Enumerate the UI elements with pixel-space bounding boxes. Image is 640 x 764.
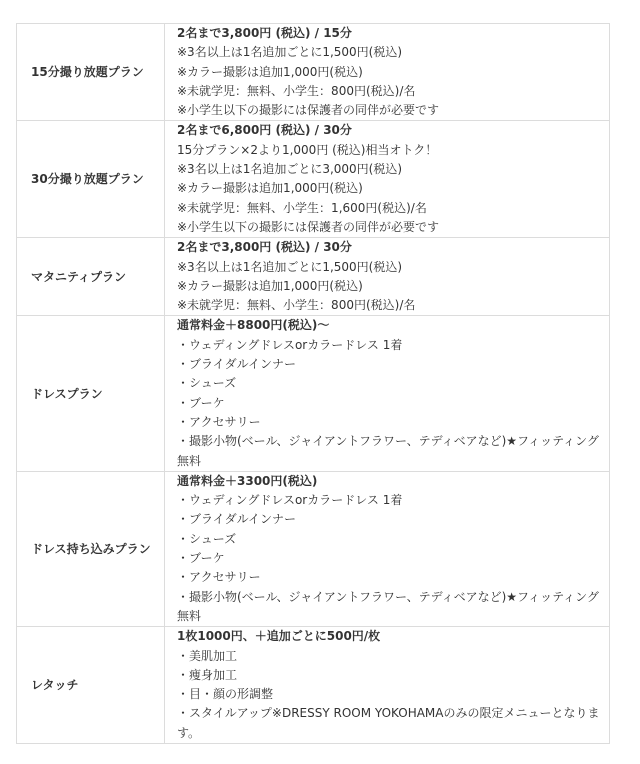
plan-price-headline: 2名まで3,800円 (税込) / 15分 xyxy=(177,26,352,40)
plan-price-headline: 2名まで6,800円 (税込) / 30分 xyxy=(177,123,352,138)
plan-detail-line: ・スタイルアップ※DRESSY ROOM YOKOHAMAのみの限定メニューとなります。 xyxy=(177,706,600,740)
plan-details xyxy=(165,627,610,744)
plan-detail-line: ※未就学児：無料、小学生：800円(税込)/名 xyxy=(177,298,416,313)
plan-detail-line: ※未就学児：無料、小学生：1,600円(税込)/名 xyxy=(177,200,427,215)
plan-name: ドレス持ち込みプラン xyxy=(17,471,165,626)
plan-row xyxy=(17,238,610,316)
plan-detail-line: ・撮影小物(ベール、ジャイアントフラワー、テディベアなど)★フィッティング無料 xyxy=(177,589,599,623)
plan-price-table xyxy=(16,23,610,744)
plan-detail-line: ・ブライダルインナー xyxy=(177,357,297,372)
plan-detail-line: ・ウェディングドレスorカラードレス 1着 xyxy=(177,493,403,508)
plan-detail-line: ※未就学児：無料、小学生：800円(税込)/名 xyxy=(177,83,416,98)
plan-details xyxy=(165,316,610,471)
plan-detail-line: ・痩身加工 xyxy=(177,667,238,682)
plan-name: マタニティプラン xyxy=(17,238,165,316)
plan-name: ドレスプラン xyxy=(17,316,165,471)
plan-row xyxy=(17,316,610,471)
plan-row xyxy=(17,627,610,744)
plan-detail-line: ・アクセサリー xyxy=(177,570,261,585)
plan-row xyxy=(17,24,610,121)
plan-price-headline: 通常料金＋8800円(税込)〜 xyxy=(177,318,330,333)
plan-detail-line: 15分プラン×2より1,000円 (税込)相当オトク！ xyxy=(177,142,438,157)
plan-row xyxy=(17,121,610,238)
plan-detail-line: ・目・顔の形調整 xyxy=(177,687,274,702)
plan-row xyxy=(17,471,610,626)
plan-detail-line: ・シューズ xyxy=(177,531,237,546)
plan-detail-line: ・ウェディングドレスorカラードレス 1着 xyxy=(177,337,403,352)
plan-detail-line: ※カラー撮影は追加1,000円(税込) xyxy=(177,64,363,79)
plan-name: 30分撮り放題プラン xyxy=(17,121,165,238)
plan-detail-line: ・撮影小物(ベール、ジャイアントフラワー、テディベアなど)★フィッティング無料 xyxy=(177,434,599,468)
plan-detail-line: ・美肌加工 xyxy=(177,648,238,663)
plan-detail-line: ※3名以上は1名追加ごとに1,500円(税込) xyxy=(177,45,403,60)
plan-price-headline: 1枚1000円、＋追加ごとに500円/枚 xyxy=(177,629,381,644)
plan-detail-line: ・シューズ xyxy=(177,376,237,391)
plan-price-headline: 通常料金＋3300円(税込) xyxy=(177,473,318,488)
plan-detail-line: ・アクセサリー xyxy=(177,414,261,429)
plan-details xyxy=(165,471,610,626)
plan-detail-line: ※小学生以下の撮影には保護者の同伴が必要です xyxy=(177,103,440,118)
plan-detail-line: ・ブライダルインナー xyxy=(177,512,297,527)
plan-rows xyxy=(17,24,610,744)
plan-price-headline: 2名まで3,800円 (税込) / 30分 xyxy=(177,240,352,255)
plan-detail-line: ・ブーケ xyxy=(177,395,225,410)
plan-detail-line: ※3名以上は1名追加ごとに1,500円(税込) xyxy=(177,259,403,274)
plan-detail-line: ※カラー撮影は追加1,000円(税込) xyxy=(177,181,363,196)
plan-details xyxy=(165,121,610,238)
plan-details xyxy=(165,238,610,316)
plan-detail-line: ※小学生以下の撮影には保護者の同伴が必要です xyxy=(177,219,440,234)
plan-name: レタッチ xyxy=(17,627,165,744)
plan-detail-line: ※カラー撮影は追加1,000円(税込) xyxy=(177,278,363,293)
plan-details xyxy=(165,24,610,121)
plan-detail-line: ※3名以上は1名追加ごとに3,000円(税込) xyxy=(177,162,403,177)
plan-detail-line: ・ブーケ xyxy=(177,551,225,566)
plan-name: 15分撮り放題プラン xyxy=(17,24,165,121)
